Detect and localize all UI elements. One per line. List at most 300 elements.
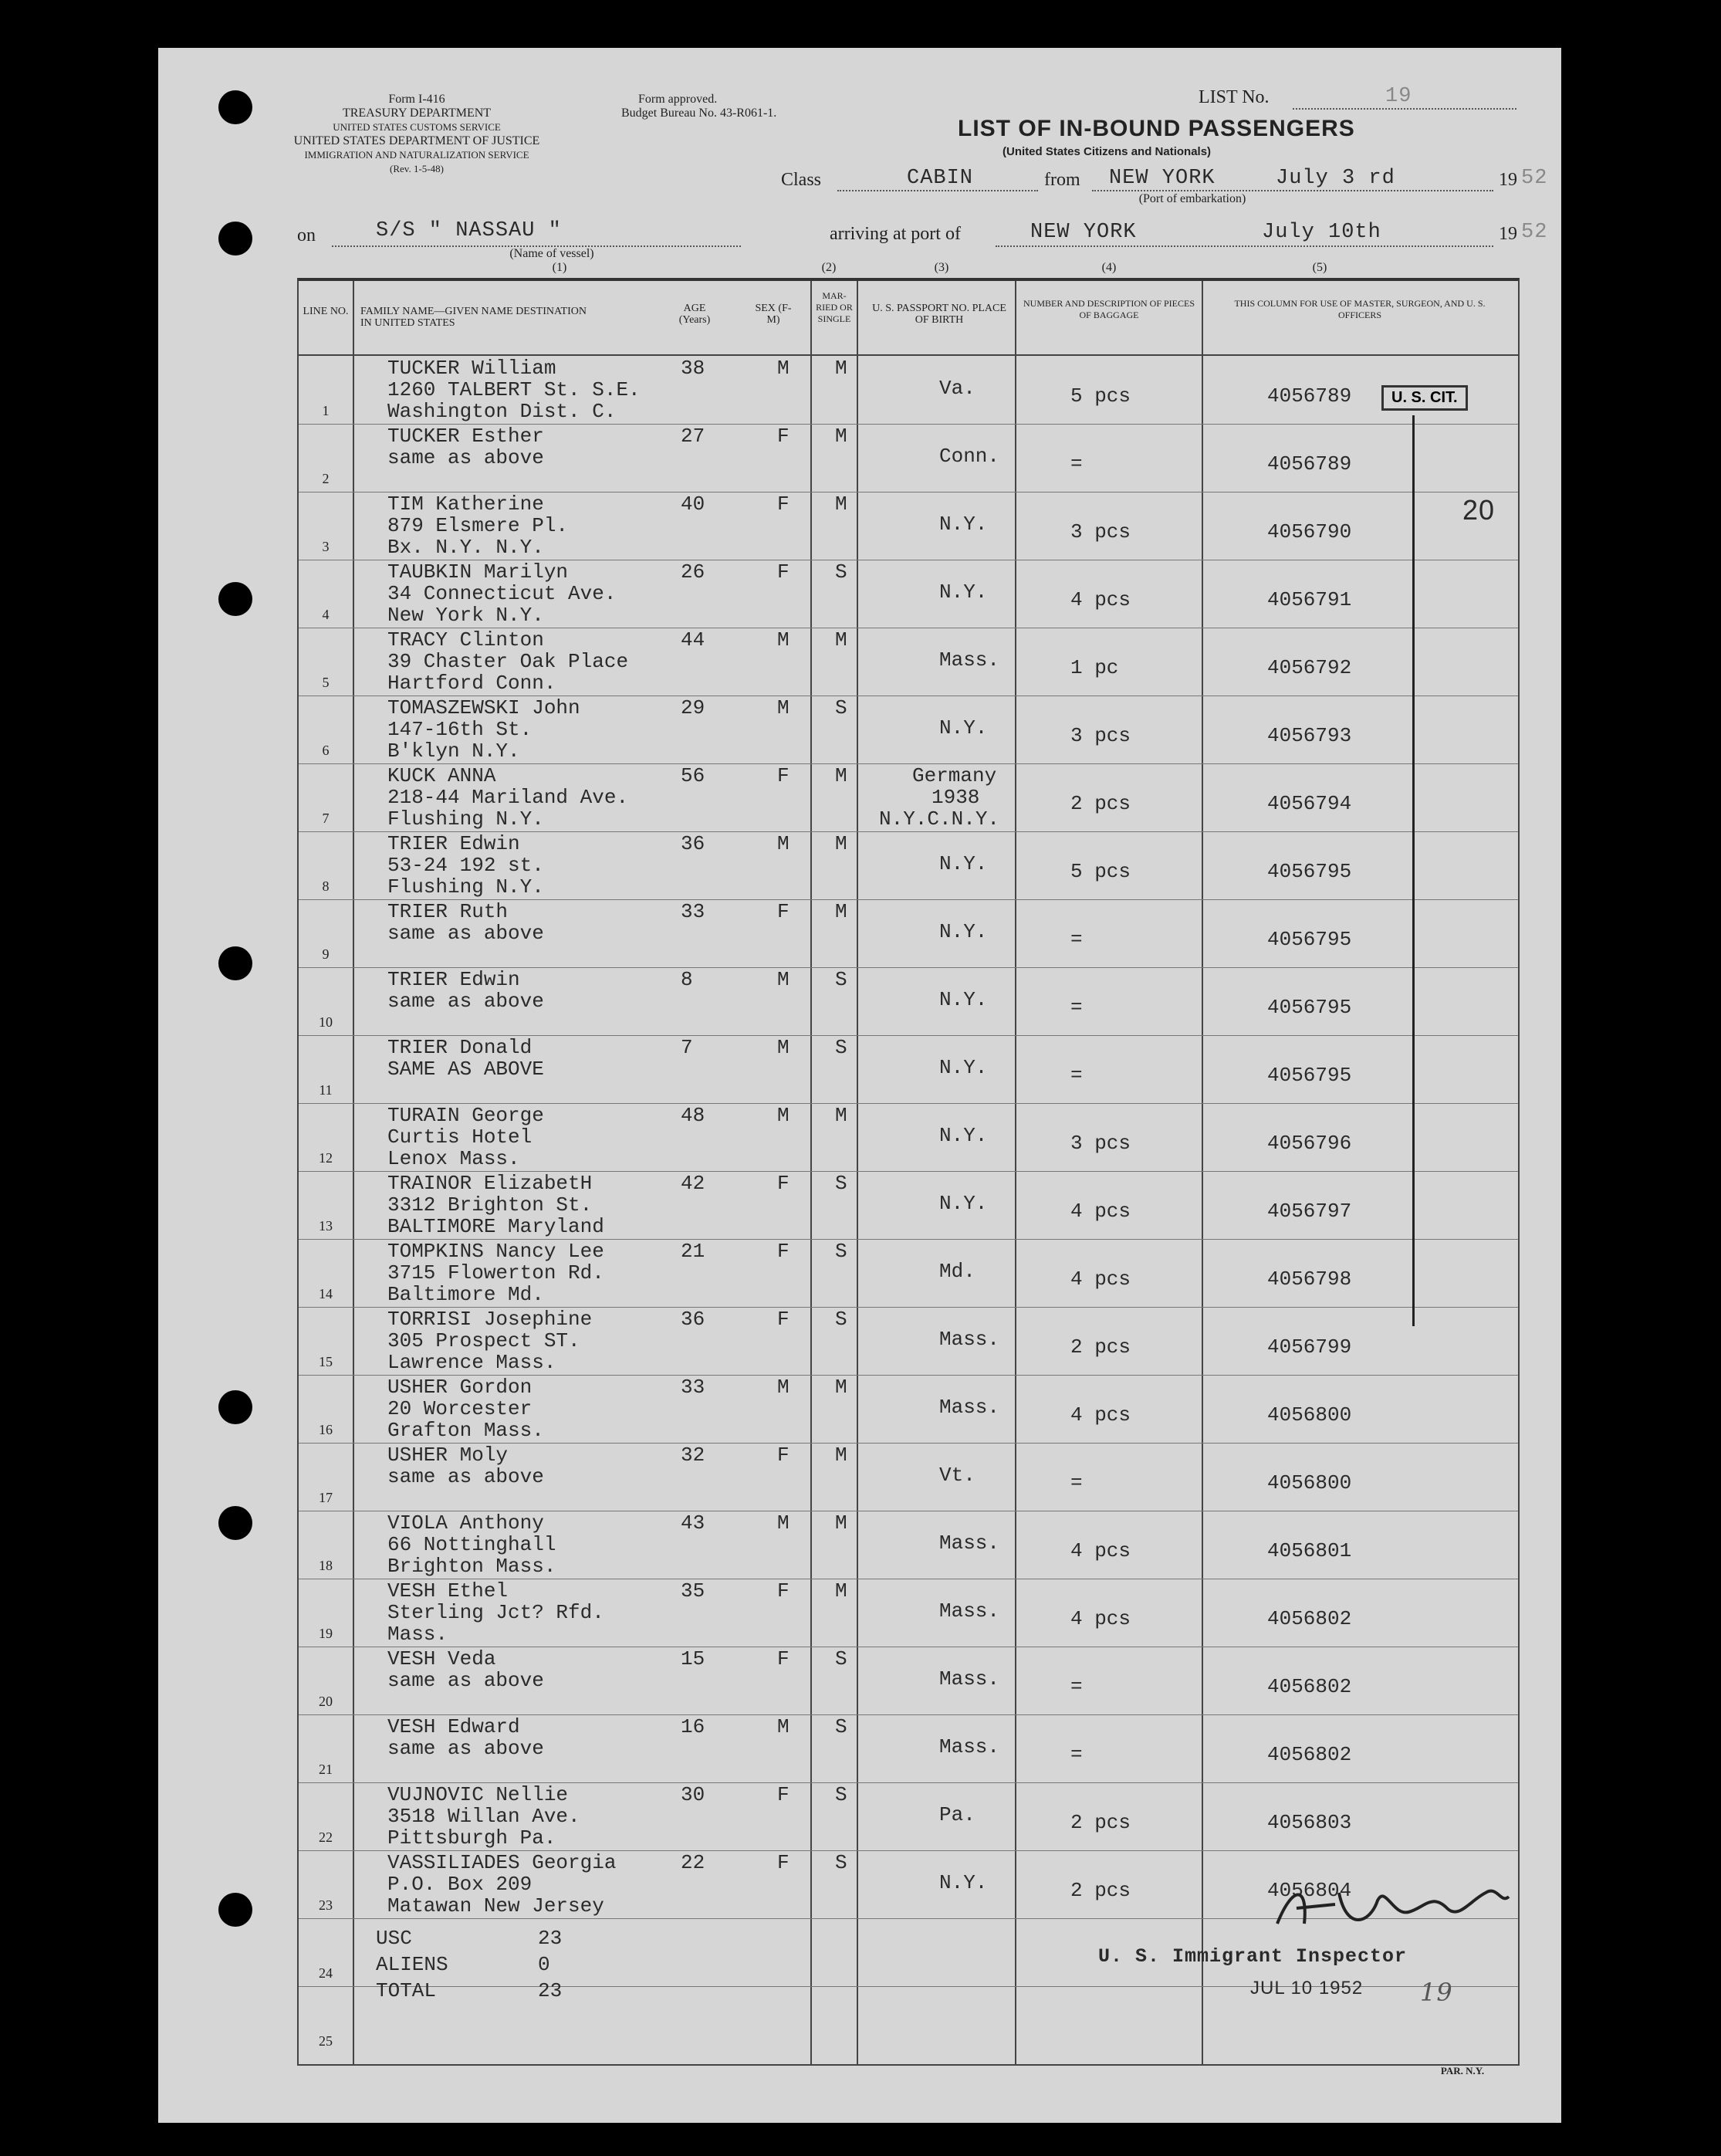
place-of-birth: N.Y.	[939, 920, 988, 943]
line-number: 15	[319, 1354, 333, 1369]
marital-status: S	[835, 968, 847, 991]
on-label: on	[297, 225, 316, 245]
table-row	[299, 832, 1518, 900]
ticket-number: 4056793	[1267, 724, 1352, 747]
passenger-city: Lawrence Mass.	[387, 1351, 556, 1374]
marital-status: S	[835, 1172, 847, 1195]
line-number: 22	[319, 1829, 333, 1845]
arrival-port: NEW YORK	[1030, 221, 1137, 244]
passenger-sex: F	[777, 1240, 789, 1263]
place-of-birth: N.Y.	[939, 1056, 988, 1079]
departure-date: July 3 rd	[1276, 167, 1395, 190]
passenger-age: 38	[681, 357, 705, 380]
binder-hole	[218, 1506, 252, 1540]
passenger-city: Washington Dist. C.	[387, 400, 617, 423]
passenger-address: 879 Elsmere Pl.	[387, 514, 569, 537]
table-row	[299, 628, 1518, 696]
passenger-sex: F	[777, 1647, 789, 1670]
marital-status: M	[835, 357, 847, 380]
line-number: 18	[319, 1558, 333, 1573]
passenger-sex: F	[777, 560, 789, 584]
binder-hole	[218, 90, 252, 124]
passenger-city: Hartford Conn.	[387, 672, 556, 695]
baggage-count: 4 pcs	[1070, 1539, 1131, 1562]
approval-block	[621, 93, 876, 120]
ticket-number: 4056794	[1267, 792, 1352, 815]
passenger-name: TRACY Clinton	[387, 628, 544, 652]
passenger-name: TORRISI Josephine	[387, 1308, 593, 1331]
inspector-title: U. S. Immigrant Inspector	[1098, 1945, 1408, 1968]
header-name: FAMILY NAME—GIVEN NAME DESTINATION IN UNITED STATES	[360, 306, 587, 329]
marital-status: M	[835, 628, 847, 652]
ticket-number: 4056804	[1267, 1879, 1352, 1902]
passenger-name: TOMASZEWSKI John	[387, 696, 580, 719]
passenger-city: BALTIMORE Maryland	[387, 1215, 604, 1238]
total-label: USC	[376, 1927, 412, 1950]
passenger-name: TRAINOR ElizabetH	[387, 1172, 593, 1195]
passenger-address: SAME AS ABOVE	[387, 1058, 544, 1081]
passenger-sex: F	[777, 492, 789, 516]
passenger-name: KUCK ANNA	[387, 764, 496, 787]
baggage-count: 2 pcs	[1070, 1879, 1131, 1902]
naturalization-place: N.Y.C.N.Y.	[879, 807, 1000, 831]
baggage-count: 1 pc	[1070, 656, 1119, 679]
manifest-page	[158, 48, 1561, 2123]
passenger-address: same as above	[387, 1737, 544, 1760]
baggage-count: 2 pcs	[1070, 792, 1131, 815]
ticket-number: 4056802	[1267, 1743, 1352, 1766]
vessel-name: S/S " NASSAU "	[376, 219, 562, 242]
header-sex: SEX (F-M)	[755, 303, 792, 326]
inspector-date-stamp: JUL 10 1952	[1250, 1978, 1364, 1999]
passenger-name: TRIER Donald	[387, 1036, 533, 1059]
passenger-city: Grafton Mass.	[387, 1419, 544, 1442]
customs-name: UNITED STATES CUSTOMS SERVICE	[333, 121, 501, 133]
passenger-city: New York N.Y.	[387, 604, 544, 627]
form-subtitle: (United States Citizens and Nationals)	[1003, 145, 1212, 158]
passenger-table	[297, 278, 1520, 2066]
passenger-address: 20 Worcester	[387, 1397, 533, 1420]
ticket-number: 4056801	[1267, 1539, 1352, 1562]
marital-status: S	[835, 1715, 847, 1738]
baggage-count: =	[1070, 928, 1083, 951]
rev-date: (Rev. 1-5-48)	[390, 163, 444, 174]
baggage-count: 3 pcs	[1070, 520, 1131, 543]
marital-status: S	[835, 1036, 847, 1059]
table-row	[299, 968, 1518, 1036]
passenger-address: Sterling Jct? Rfd.	[387, 1601, 604, 1624]
place-of-birth: Pa.	[939, 1803, 975, 1826]
ticket-number: 4056790	[1267, 520, 1352, 543]
passenger-name: VESH Ethel	[387, 1579, 509, 1603]
table-row	[299, 1647, 1518, 1715]
passenger-age: 36	[681, 1308, 705, 1331]
passenger-age: 29	[681, 696, 705, 719]
handwritten-19: 19	[1420, 1978, 1453, 2007]
line-number: 1	[322, 403, 330, 418]
margin-count: 20	[1462, 494, 1496, 526]
marital-status: S	[835, 1308, 847, 1331]
ticket-number: 4056800	[1267, 1403, 1352, 1427]
passenger-name: VASSILIADES Georgia	[387, 1851, 617, 1874]
line-number: 11	[319, 1082, 333, 1098]
place-of-birth: Mass.	[939, 1328, 1000, 1351]
printer-mark: PAR. N.Y.	[1440, 2065, 1485, 2076]
passenger-address: same as above	[387, 446, 544, 469]
passenger-age: 40	[681, 492, 705, 516]
baggage-count: 2 pcs	[1070, 1335, 1131, 1359]
marital-status: M	[835, 1376, 847, 1399]
passenger-city: Mass.	[387, 1623, 448, 1646]
passenger-age: 8	[681, 968, 693, 991]
passenger-age: 48	[681, 1104, 705, 1127]
passenger-sex: M	[777, 357, 789, 380]
line-number: 3	[322, 539, 330, 554]
line-number: 17	[319, 1490, 333, 1505]
ticket-number: 4056802	[1267, 1607, 1352, 1630]
arr-year-prefix: 19	[1499, 224, 1517, 244]
list-no-label: LIST No.	[1199, 87, 1270, 107]
passenger-address: 3715 Flowerton Rd.	[387, 1261, 604, 1284]
justice-name: UNITED STATES DEPARTMENT OF JUSTICE	[293, 134, 540, 147]
passenger-address: same as above	[387, 1669, 544, 1692]
line-number: 14	[319, 1286, 333, 1301]
binder-hole	[218, 222, 252, 256]
col-number: (2)	[821, 261, 837, 274]
stamp-line	[1412, 415, 1415, 1326]
place-of-birth: Mass.	[939, 1599, 1000, 1623]
passenger-name: USHER Moly	[387, 1444, 509, 1467]
header-officers: THIS COLUMN FOR USE OF MASTER, SURGEON, AND U. S. OFFICERS	[1234, 298, 1486, 320]
total-value: 0	[538, 1953, 550, 1976]
place-of-birth: N.Y.	[939, 513, 988, 536]
table-row	[299, 1308, 1518, 1376]
from-label: from	[1044, 170, 1080, 190]
marital-status: M	[835, 1579, 847, 1603]
line-number: 12	[319, 1150, 333, 1166]
place-of-birth: Va.	[939, 377, 975, 400]
ticket-number: 4056795	[1267, 996, 1352, 1019]
baggage-count: 4 pcs	[1070, 1403, 1131, 1427]
header-passport: U. S. PASSPORT NO. PLACE OF BIRTH	[872, 303, 1006, 326]
passenger-address: Curtis Hotel	[387, 1125, 533, 1149]
passenger-city: Flushing N.Y.	[387, 807, 544, 831]
passenger-sex: M	[777, 968, 789, 991]
passenger-age: 27	[681, 425, 705, 448]
col-number: (3)	[934, 261, 949, 274]
table-row	[299, 1511, 1518, 1579]
line-number: 19	[319, 1626, 333, 1641]
col-number: (1)	[552, 261, 567, 274]
header-married: MAR-RIED OR SINGLE	[816, 290, 853, 324]
line-number: 25	[319, 2033, 333, 2049]
class-dots	[837, 190, 1038, 191]
form-number: Form I-416	[388, 93, 445, 106]
place-of-birth: Vt.	[939, 1464, 975, 1487]
place-of-birth: N.Y.	[939, 988, 988, 1011]
passenger-age: 21	[681, 1240, 705, 1263]
baggage-count: 4 pcs	[1070, 1607, 1131, 1630]
passenger-age: 15	[681, 1647, 705, 1670]
marital-status: M	[835, 764, 847, 787]
col-number: (5)	[1312, 261, 1327, 274]
line-number: 7	[322, 811, 330, 826]
dept-name: TREASURY DEPARTMENT	[342, 107, 492, 120]
baggage-count: 5 pcs	[1070, 860, 1131, 883]
table-row	[299, 1036, 1518, 1104]
line-number: 2	[322, 471, 330, 486]
passenger-age: 33	[681, 900, 705, 923]
line-number: 13	[319, 1218, 333, 1234]
passenger-name: TAUBKIN Marilyn	[387, 560, 569, 584]
table-row	[299, 764, 1518, 832]
naturalization-year: 1938	[932, 786, 980, 809]
passenger-sex: M	[777, 1104, 789, 1127]
passenger-sex: F	[777, 900, 789, 923]
place-of-birth: Germany	[912, 764, 997, 787]
table-row	[299, 1172, 1518, 1240]
passenger-address: P.O. Box 209	[387, 1873, 533, 1896]
passenger-name: TRIER Edwin	[387, 968, 520, 991]
baggage-count: =	[1070, 1064, 1083, 1087]
passenger-address: same as above	[387, 1465, 544, 1488]
table-row	[299, 425, 1518, 492]
header-divider	[299, 354, 1518, 356]
list-no-value: 19	[1385, 85, 1412, 108]
header-line-no: LINE NO.	[303, 306, 349, 317]
line-number: 16	[319, 1422, 333, 1437]
passenger-age: 26	[681, 560, 705, 584]
line-number: 6	[322, 743, 330, 758]
place-of-birth: Md.	[939, 1260, 975, 1283]
passenger-city: Brighton Mass.	[387, 1555, 556, 1578]
passenger-sex: M	[777, 1511, 789, 1535]
baggage-count: =	[1070, 996, 1083, 1019]
passenger-address: same as above	[387, 922, 544, 945]
passenger-sex: F	[777, 1172, 789, 1195]
passenger-sex: M	[777, 1715, 789, 1738]
passenger-name: TRIER Edwin	[387, 832, 520, 855]
binder-hole	[218, 1390, 252, 1424]
passenger-city: Matawan New Jersey	[387, 1894, 604, 1917]
passenger-city: Pittsburgh Pa.	[387, 1826, 556, 1850]
line-number: 9	[322, 946, 330, 962]
total-value: 23	[538, 1927, 563, 1950]
passenger-sex: M	[777, 696, 789, 719]
header-baggage: NUMBER AND DESCRIPTION OF PIECES OF BAGGAGE	[1023, 298, 1195, 320]
arrival-date: July 10th	[1262, 221, 1381, 244]
passenger-address: same as above	[387, 990, 544, 1013]
table-row	[299, 696, 1518, 764]
total-label: ALIENS	[376, 1953, 448, 1976]
arrival-dots	[996, 245, 1493, 247]
place-of-birth: N.Y.	[939, 1192, 988, 1215]
ticket-number: 4056791	[1267, 588, 1352, 611]
passenger-name: VIOLA Anthony	[387, 1511, 544, 1535]
passenger-age: 36	[681, 832, 705, 855]
passenger-name: TUCKER William	[387, 357, 556, 380]
passenger-sex: F	[777, 1851, 789, 1874]
passenger-sex: F	[777, 1444, 789, 1467]
place-of-birth: N.Y.	[939, 580, 988, 604]
place-of-birth: N.Y.	[939, 852, 988, 875]
place-of-birth: N.Y.	[939, 1124, 988, 1147]
approval-text: Form approved.	[638, 93, 718, 106]
line-number: 8	[322, 878, 330, 894]
from-dots	[1092, 190, 1493, 191]
passenger-name: VUJNOVIC Nellie	[387, 1783, 569, 1806]
passenger-age: 42	[681, 1172, 705, 1195]
class-value: CABIN	[907, 167, 974, 190]
passenger-city: Baltimore Md.	[387, 1283, 544, 1306]
passenger-city: Lenox Mass.	[387, 1147, 520, 1170]
ticket-number: 4056799	[1267, 1335, 1352, 1359]
baggage-count: 2 pcs	[1070, 1811, 1131, 1834]
place-of-birth: Mass.	[939, 1735, 1000, 1758]
passenger-sex: F	[777, 1783, 789, 1806]
class-label: Class	[781, 170, 822, 190]
passenger-address: 147-16th St.	[387, 718, 533, 741]
form-title: LIST OF IN-BOUND PASSENGERS	[958, 116, 1355, 141]
marital-status: M	[835, 900, 847, 923]
passenger-age: 33	[681, 1376, 705, 1399]
total-label: TOTAL	[376, 1979, 437, 2002]
marital-status: M	[835, 1511, 847, 1535]
ticket-number: 4056800	[1267, 1471, 1352, 1494]
passenger-age: 22	[681, 1851, 705, 1874]
passenger-name: TOMPKINS Nancy Lee	[387, 1240, 604, 1263]
place-of-birth: N.Y.	[939, 1871, 988, 1894]
ticket-number: 4056789	[1267, 452, 1352, 476]
table-row	[299, 1444, 1518, 1511]
passenger-address: 3312 Brighton St.	[387, 1193, 593, 1217]
passenger-age: 30	[681, 1783, 705, 1806]
passenger-address: 39 Chaster Oak Place	[387, 650, 629, 673]
passenger-name: USHER Gordon	[387, 1376, 533, 1399]
list-no-dots	[1293, 108, 1516, 110]
dep-year: 52	[1521, 167, 1548, 190]
place-of-birth: N.Y.	[939, 716, 988, 740]
line-number: 24	[319, 1965, 333, 1981]
line-number: 4	[322, 607, 330, 622]
binder-hole	[218, 582, 252, 616]
ticket-number: 4056798	[1267, 1268, 1352, 1291]
form-header-block	[289, 93, 544, 134]
ticket-number: 4056797	[1267, 1200, 1352, 1223]
table-row	[299, 560, 1518, 628]
marital-status: M	[835, 425, 847, 448]
table-row	[299, 1376, 1518, 1444]
passenger-city: Bx. N.Y. N.Y.	[387, 536, 544, 559]
line-number: 21	[319, 1762, 333, 1777]
table-row	[299, 357, 1518, 425]
passenger-address: 34 Connecticut Ave.	[387, 582, 617, 605]
passenger-sex: M	[777, 1036, 789, 1059]
binder-hole	[218, 1893, 252, 1927]
passenger-age: 32	[681, 1444, 705, 1467]
marital-status: S	[835, 1851, 847, 1874]
marital-status: S	[835, 1647, 847, 1670]
passenger-sex: F	[777, 1579, 789, 1603]
passenger-sex: F	[777, 425, 789, 448]
baggage-count: 5 pcs	[1070, 384, 1131, 408]
passenger-sex: M	[777, 628, 789, 652]
passenger-address: 305 Prospect ST.	[387, 1329, 580, 1352]
vessel-caption: (Name of vessel)	[509, 247, 594, 260]
baggage-count: =	[1070, 1675, 1083, 1698]
ticket-number: 4056795	[1267, 1064, 1352, 1087]
baggage-count: 4 pcs	[1070, 1200, 1131, 1223]
budget-text: Budget Bureau No. 43-R061-1.	[621, 107, 777, 120]
passenger-name: VESH Veda	[387, 1647, 496, 1670]
passenger-age: 7	[681, 1036, 693, 1059]
total-value: 23	[538, 1979, 563, 2002]
dep-year-prefix: 19	[1499, 170, 1517, 190]
passenger-age: 16	[681, 1715, 705, 1738]
table-row	[299, 1104, 1518, 1172]
marital-status: S	[835, 1240, 847, 1263]
marital-status: S	[835, 560, 847, 584]
table-row	[299, 1579, 1518, 1647]
passenger-name: TURAIN George	[387, 1104, 544, 1127]
table-row	[299, 1240, 1518, 1308]
ticket-number: 4056795	[1267, 928, 1352, 951]
inspector-signature	[1262, 1862, 1516, 1947]
justice-block	[289, 134, 544, 176]
ticket-number: 4056789	[1267, 384, 1352, 408]
passenger-address: 3518 Willan Ave.	[387, 1805, 580, 1828]
passenger-age: 35	[681, 1579, 705, 1603]
marital-status: S	[835, 696, 847, 719]
ticket-number: 4056802	[1267, 1675, 1352, 1698]
passenger-sex: F	[777, 1308, 789, 1331]
ins-name: IMMIGRATION AND NATURALIZATION SERVICE	[304, 149, 529, 161]
place-of-birth: Mass.	[939, 1667, 1000, 1691]
line-number: 10	[319, 1014, 333, 1030]
col-number: (4)	[1101, 261, 1117, 274]
place-of-birth: Conn.	[939, 445, 1000, 468]
marital-status: M	[835, 492, 847, 516]
place-of-birth: Mass.	[939, 648, 1000, 672]
ticket-number: 4056803	[1267, 1811, 1352, 1834]
passenger-city: B'klyn N.Y.	[387, 740, 520, 763]
passenger-address: 1260 TALBERT St. S.E.	[387, 378, 641, 401]
passenger-age: 44	[681, 628, 705, 652]
passenger-sex: M	[777, 1376, 789, 1399]
binder-hole	[218, 946, 252, 980]
place-of-birth: Mass.	[939, 1396, 1000, 1419]
passenger-name: TRIER Ruth	[387, 900, 509, 923]
line-number: 23	[319, 1897, 333, 1913]
marital-status: S	[835, 1783, 847, 1806]
header-age: AGE (Years)	[678, 303, 711, 326]
passenger-age: 43	[681, 1511, 705, 1535]
baggage-count: 4 pcs	[1070, 588, 1131, 611]
passenger-sex: F	[777, 764, 789, 787]
place-of-birth: Mass.	[939, 1532, 1000, 1555]
baggage-count: 3 pcs	[1070, 724, 1131, 747]
passenger-sex: M	[777, 832, 789, 855]
passenger-address: 218-44 Mariland Ave.	[387, 786, 629, 809]
baggage-count: =	[1070, 452, 1083, 476]
table-row	[299, 492, 1518, 560]
marital-status: M	[835, 1104, 847, 1127]
line-number: 5	[322, 675, 330, 690]
marital-status: M	[835, 832, 847, 855]
from-port: NEW YORK	[1109, 167, 1216, 190]
port-embark-caption: (Port of embarkation)	[1138, 192, 1246, 205]
table-row	[299, 900, 1518, 968]
